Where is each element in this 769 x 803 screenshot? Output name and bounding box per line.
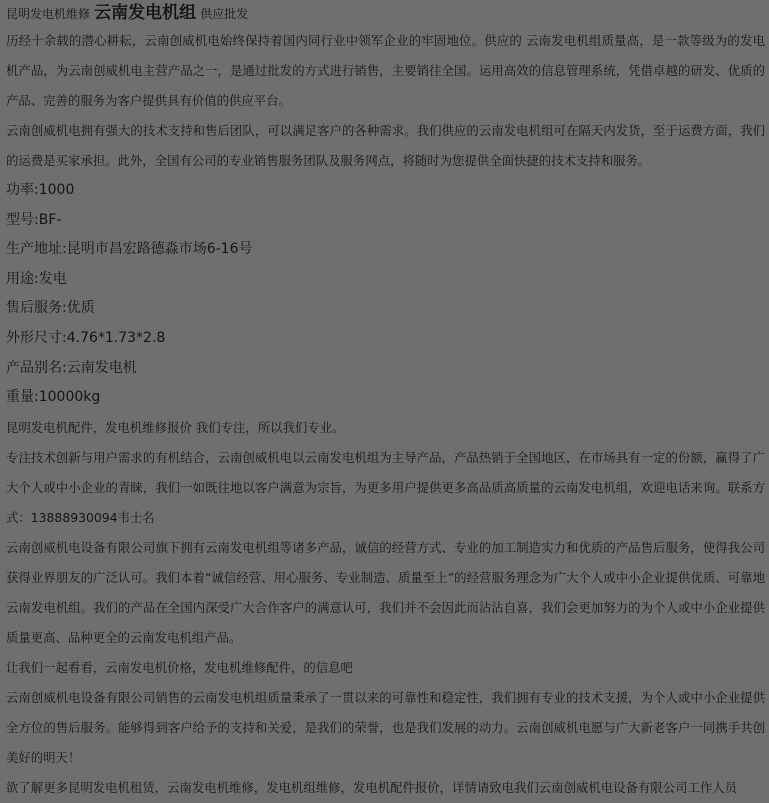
spec-item-alias: 产品别名:云南发电机 — [6, 359, 137, 376]
spec-item-address: 生产地址:昆明市昌宏路德淼市场6-16号 — [6, 241, 253, 258]
body-paragraph: 昆明发电机配件，发电机维修报价 我们专注，所以我们专业。 — [6, 419, 345, 435]
title-main: 云南发电机组 — [94, 3, 197, 23]
body-paragraph: 欲了解更多昆明发电机租赁，云南发电机维修，发电机组维修，发电机配件报价，详情请致电我们云南创威机电设备有限公司工作人员 — [6, 779, 738, 795]
body-paragraph: 云南创威机电设备有限公司销售的云南发电机组质量秉承了一贯以来的可靠性和稳定性，我们拥有专业的技术支援，为个人或中小企业提供全方位的售后服务。能够得到客户给予的支持和关爱，是我们的荣誉，也是我们发展的动力。云南创威机电愿与广大新老客户一同携手共创美好的明天！ — [6, 689, 765, 765]
spec-item-weight: 重量:10000kg — [6, 389, 101, 406]
body-paragraph: 让我们一起看看，云南发电机价格，发电机维修配件，的信息吧 — [6, 659, 353, 675]
title-suffix: 供应批发 — [200, 7, 249, 21]
spec-item-after-sales: 售后服务:优质 — [6, 300, 95, 317]
spec-list — [6, 176, 765, 413]
intro-paragraph: 云南创威机电拥有强大的技术支持和售后团队，可以满足客户的各种需求。我们供应的云南发电机组可在隔天内发货，至于运费方面，我们的运费是买家承担。此外，全国有公司的专业销售服务团队及服务网点，将随时为您提供全面快捷的技术支持和服务。 — [6, 123, 765, 168]
body-paragraph: 专注技术创新与用户需求的有机结合，云南创威机电以云南发电机组为主导产品，产品热销于全国地区，在市场具有一定的份额，赢得了广大个人或中小企业的青睐，我们一如既往地以客户满意为宗旨，为更多用户提供更多高品质高质量的云南发电机组，欢迎电话来询。联系方式：13888930094韦士名 — [6, 449, 765, 525]
title-prefix: 昆明发电机维修 — [6, 7, 91, 21]
spec-item-power: 功率:1000 — [6, 182, 75, 198]
article-title — [6, 0, 765, 26]
spec-item-usage: 用途:发电 — [6, 270, 67, 287]
body-paragraph: 云南创威机电设备有限公司旗下拥有云南发电机组等诸多产品，诚信的经营方式、专业的加工制造实力和优质的产品售后服务，使得我公司获得业界朋友的广泛认可。我们本着“诚信经营、用心服务、专业制造、质量至上”的经营服务理念为广大个人或中小企业提供优质、可靠地云南发电机组。我们的产品在全国内深受广大合作客户的满意认可，我们并不会因此而沾沾自喜，我们会更加努力的为个人或中小企业提供质量更高、品种更全的云南发电机组产品。 — [6, 539, 765, 645]
spec-item-model: 型号:BF- — [6, 211, 62, 228]
intro-paragraph: 历经十余载的潜心耕耘，云南创威机电始终保持着国内同行业中领军企业的牢固地位。供应的 云南发电机组质量高，是一款等级为的发电机产品，为云南创威机电主营产品之一，是通过批发的方式进行销售，主要销往全国。运用高效的信息管理系统，凭借卓越的研发、优质的产品、完善的服务为客户提供具有价值的供应平台。 — [6, 33, 765, 108]
spec-item-dimensions: 外形尺寸:4.76*1.73*2.8 — [6, 329, 166, 346]
